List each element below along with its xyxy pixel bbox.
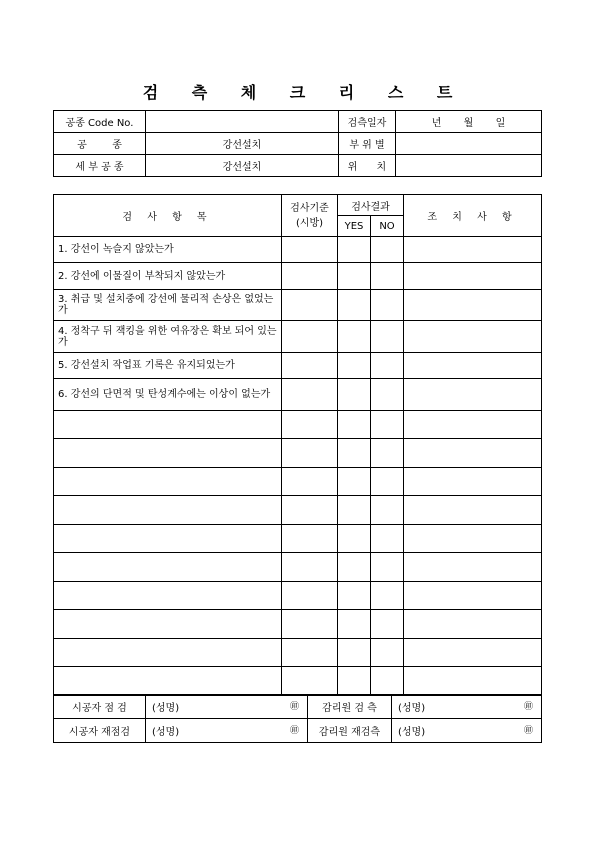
no-cell[interactable] — [371, 496, 404, 525]
result-column-header: 검사결과 — [338, 195, 404, 216]
yes-cell[interactable] — [338, 321, 371, 353]
checklist-table — [53, 194, 542, 696]
standard-cell[interactable] — [282, 667, 338, 696]
standard-cell[interactable] — [282, 290, 338, 321]
checklist-row — [54, 321, 542, 353]
checklist-item-text — [54, 582, 282, 610]
standard-cell[interactable] — [282, 237, 338, 263]
checklist-row — [54, 439, 542, 468]
yes-cell[interactable] — [338, 411, 371, 439]
action-cell[interactable] — [404, 496, 542, 525]
checklist-row — [54, 353, 542, 379]
standard-cell[interactable] — [282, 411, 338, 439]
no-cell[interactable] — [371, 553, 404, 582]
no-cell[interactable] — [371, 379, 404, 411]
yes-cell[interactable] — [338, 379, 371, 411]
no-cell[interactable] — [371, 525, 404, 553]
supervisor-recheck-label: 감리원 재검측 — [308, 719, 392, 743]
yes-cell[interactable] — [338, 468, 371, 496]
no-cell[interactable] — [371, 468, 404, 496]
yes-cell[interactable] — [338, 496, 371, 525]
part-label: 부 위 별 — [339, 133, 396, 155]
standard-cell[interactable] — [282, 353, 338, 379]
no-cell[interactable] — [371, 290, 404, 321]
page-title: 검 측 체 크 리 스 트 — [142, 83, 467, 102]
checklist-item-text: 5. 강선설치 작업표 기록은 유지되었는가 — [54, 353, 282, 379]
action-cell[interactable] — [404, 353, 542, 379]
standard-cell[interactable] — [282, 639, 338, 667]
seal-icon: ㊞ — [523, 726, 533, 736]
no-cell[interactable] — [371, 610, 404, 639]
action-cell[interactable] — [404, 667, 542, 696]
action-cell[interactable] — [404, 237, 542, 263]
yes-cell[interactable] — [338, 525, 371, 553]
no-cell[interactable] — [371, 237, 404, 263]
action-cell[interactable] — [404, 553, 542, 582]
work-type-label: 공 종 — [54, 133, 146, 155]
no-cell[interactable] — [371, 582, 404, 610]
standard-cell[interactable] — [282, 263, 338, 290]
standard-cell[interactable] — [282, 553, 338, 582]
checklist-row — [54, 263, 542, 290]
seal-icon: ㊞ — [289, 702, 299, 712]
checklist-item-text — [54, 667, 282, 696]
action-cell[interactable] — [404, 582, 542, 610]
checklist-row — [54, 667, 542, 696]
checklist-item-text: 6. 강선의 단면적 및 탄성계수에는 이상이 없는가 — [54, 379, 282, 411]
location-label: 위 치 — [339, 155, 396, 177]
checklist-item-text: 3. 취급 및 설치중에 강선에 물리적 손상은 없었는가 — [54, 290, 282, 321]
checklist-item-text: 1. 강선이 녹슬지 않았는가 — [54, 237, 282, 263]
standard-cell[interactable] — [282, 439, 338, 468]
supervisor-check-label: 감리원 검 측 — [308, 695, 392, 719]
checklist-row — [54, 610, 542, 639]
yes-cell[interactable] — [338, 353, 371, 379]
checklist-row — [54, 582, 542, 610]
action-cell[interactable] — [404, 439, 542, 468]
code-value-field[interactable] — [146, 111, 339, 133]
action-cell[interactable] — [404, 263, 542, 290]
supervisor-check-signature-field[interactable]: (성명) ㊞ — [392, 695, 542, 719]
standard-cell[interactable] — [282, 496, 338, 525]
no-cell[interactable] — [371, 321, 404, 353]
yes-cell[interactable] — [338, 263, 371, 290]
action-cell[interactable] — [404, 379, 542, 411]
standard-cell[interactable] — [282, 468, 338, 496]
action-cell[interactable] — [404, 525, 542, 553]
action-cell[interactable] — [404, 321, 542, 353]
no-cell[interactable] — [371, 667, 404, 696]
checklist-item-text — [54, 411, 282, 439]
checklist-item-text — [54, 468, 282, 496]
checklist-row — [54, 411, 542, 439]
seal-icon: ㊞ — [289, 726, 299, 736]
standard-cell[interactable] — [282, 321, 338, 353]
standard-column-header: 검사기준 (시방) — [282, 195, 338, 237]
no-cell[interactable] — [371, 639, 404, 667]
yes-cell[interactable] — [338, 439, 371, 468]
yes-cell[interactable] — [338, 667, 371, 696]
standard-cell[interactable] — [282, 525, 338, 553]
action-cell[interactable] — [404, 639, 542, 667]
action-cell[interactable] — [404, 411, 542, 439]
code-label: 공종 Code No. — [54, 111, 146, 133]
checklist-item-text — [54, 525, 282, 553]
checklist-row — [54, 496, 542, 525]
checklist-item-text — [54, 496, 282, 525]
header-info-table — [53, 110, 542, 177]
action-cell[interactable] — [404, 290, 542, 321]
action-cell[interactable] — [404, 610, 542, 639]
supervisor-recheck-signature-field[interactable]: (성명) ㊞ — [392, 719, 542, 743]
checklist-row — [54, 468, 542, 496]
no-cell[interactable] — [371, 263, 404, 290]
contractor-recheck-label: 시공자 재점검 — [54, 719, 146, 743]
no-cell[interactable] — [371, 353, 404, 379]
standard-cell[interactable] — [282, 610, 338, 639]
location-value-field[interactable] — [396, 155, 542, 177]
no-cell[interactable] — [371, 439, 404, 468]
checklist-item-text — [54, 553, 282, 582]
no-column-header: NO — [371, 216, 404, 237]
checklist-item-text: 4. 정착구 뒤 잭킹을 위한 여유장은 확보 되어 있는가 — [54, 321, 282, 353]
action-column-header: 조 치 사 항 — [404, 195, 542, 237]
yes-cell[interactable] — [338, 290, 371, 321]
item-column-header: 검 사 항 목 — [54, 195, 282, 237]
checklist-row — [54, 379, 542, 411]
standard-cell[interactable] — [282, 582, 338, 610]
inspection-date-field[interactable]: 년 월 일 — [396, 111, 542, 133]
contractor-check-label: 시공자 점 검 — [54, 695, 146, 719]
seal-icon: ㊞ — [523, 702, 533, 712]
checklist-item-text — [54, 610, 282, 639]
checklist-item-text — [54, 639, 282, 667]
yes-cell[interactable] — [338, 639, 371, 667]
yes-cell[interactable] — [338, 582, 371, 610]
inspection-date-label: 검측일자 — [339, 111, 396, 133]
checklist-row — [54, 525, 542, 553]
checklist-item-text — [54, 439, 282, 468]
standard-cell[interactable] — [282, 379, 338, 411]
signature-table — [53, 694, 542, 743]
action-cell[interactable] — [404, 468, 542, 496]
yes-cell[interactable] — [338, 237, 371, 263]
checklist-item-text: 2. 강선에 이물질이 부착되지 않았는가 — [54, 263, 282, 290]
checklist-row — [54, 553, 542, 582]
no-cell[interactable] — [371, 411, 404, 439]
yes-cell[interactable] — [338, 553, 371, 582]
checklist-row — [54, 639, 542, 667]
sub-work-type-value[interactable]: 강선설치 — [146, 155, 339, 177]
contractor-check-signature-field[interactable]: (성명) ㊞ — [146, 695, 308, 719]
sub-work-type-label: 세 부 공 종 — [54, 155, 146, 177]
checklist-row — [54, 290, 542, 321]
checklist-row — [54, 237, 542, 263]
yes-column-header: YES — [338, 216, 371, 237]
part-value-field[interactable] — [396, 133, 542, 155]
contractor-recheck-signature-field[interactable]: (성명) ㊞ — [146, 719, 308, 743]
yes-cell[interactable] — [338, 610, 371, 639]
work-type-value[interactable]: 강선설치 — [146, 133, 339, 155]
